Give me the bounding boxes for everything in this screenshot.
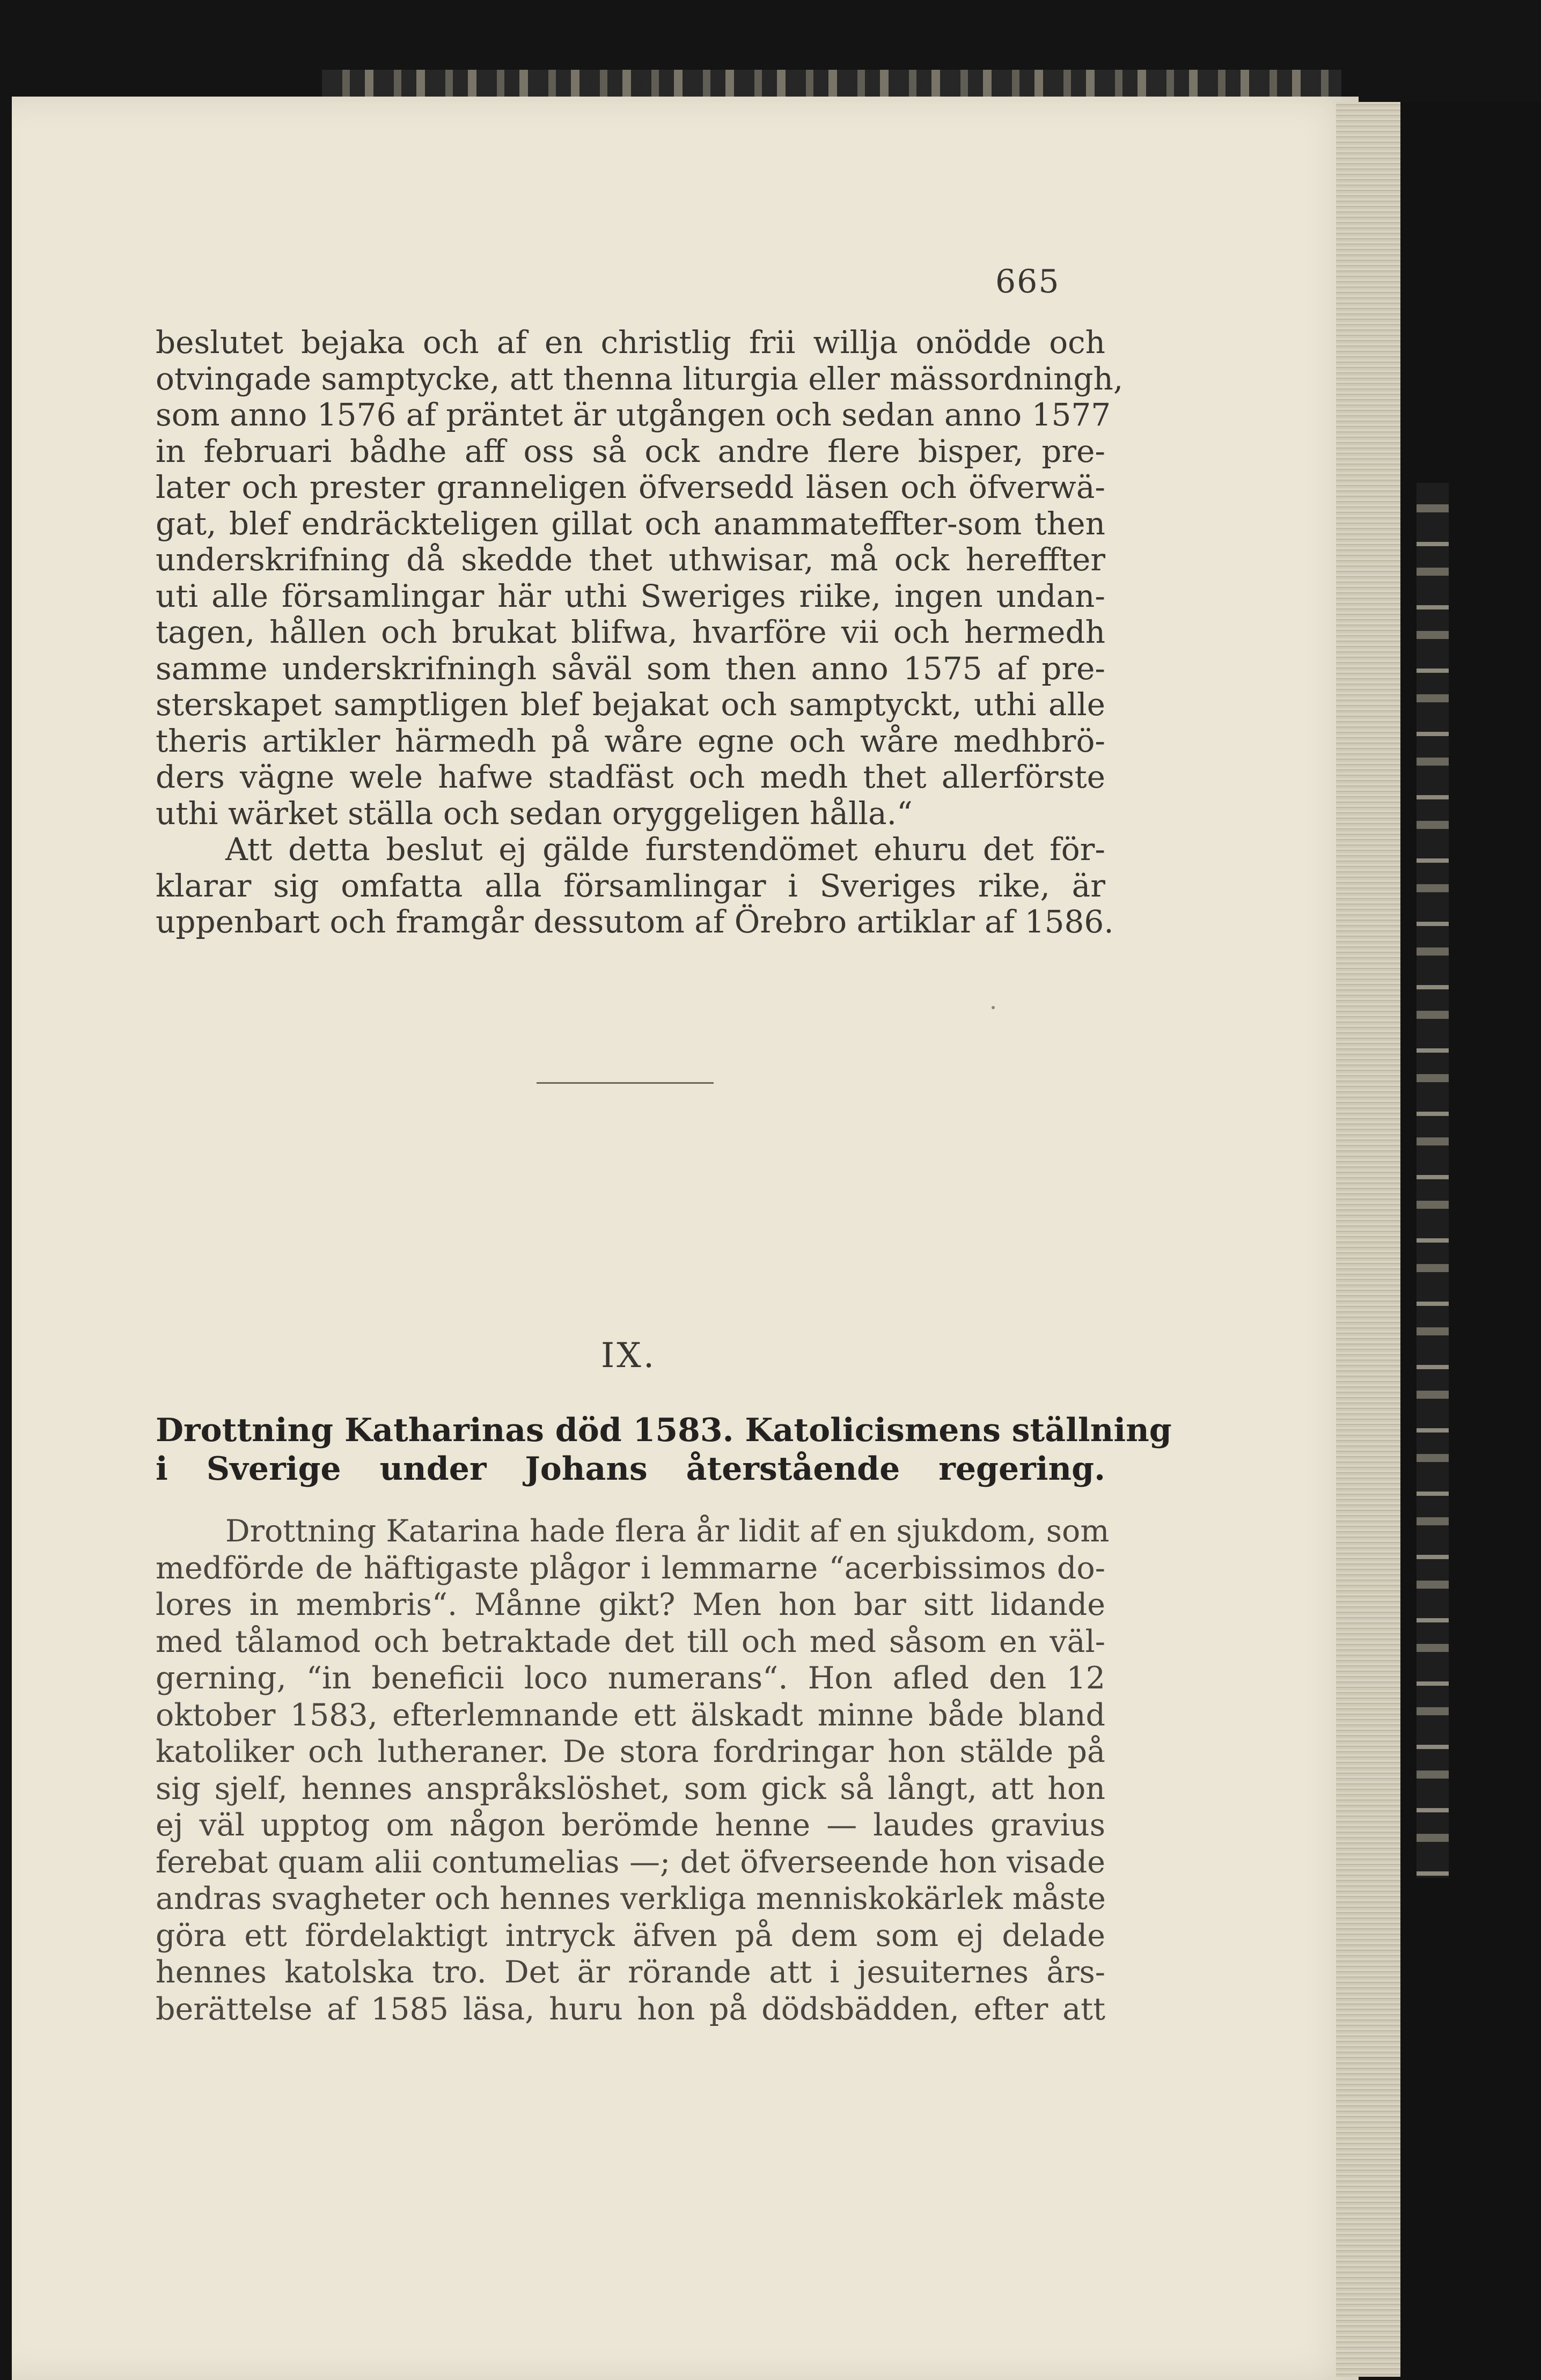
text-line: hennes katolska tro. Det är rörande att i jesuiternes års- [156, 1955, 1105, 1990]
text-line: uthi wärket ställa och sedan oryggeligen hålla.“ [156, 795, 913, 832]
text-line: gerning, “in beneficii loco numerans“. Hon afled den 12 [156, 1661, 1105, 1696]
text-line: tagen, hållen och brukat blifwa, hvarföre vii och hermedh [156, 614, 1105, 650]
page-fore-edge [1336, 102, 1400, 2377]
book-cover-texture [1417, 483, 1449, 1878]
heading-line: Drottning Katharinas död 1583. Katolicismens ställning [156, 1412, 1172, 1449]
text-line: göra ett fördelaktigt intryck äfven på dem som ej delade [156, 1918, 1105, 1953]
paragraph-liturgy-decision [156, 324, 1124, 941]
text-line: berättelse af 1585 läsa, huru hon på dödsbädden, efter att [156, 1991, 1105, 2027]
text-line: Att detta beslut ej gälde furstendömet ehuru det för- [225, 831, 1105, 868]
text-line: beslutet bejaka och af en christlig frii willja onödde och [156, 324, 1105, 361]
text-line: gat, blef endräckteligen gillat och anammateffter-som then [156, 505, 1105, 542]
text-line: otvingade samptycke, att thenna liturgia eller mässordningh, [156, 360, 1124, 397]
text-line: medförde de häftigaste plågor i lemmarne “acerbissimos do- [156, 1550, 1105, 1586]
print-speck [992, 1006, 995, 1009]
section-divider [537, 1082, 714, 1084]
text-line: klarar sig omfatta alla församlingar i Sveriges rike, är [156, 867, 1105, 904]
text-line: uppenbart och framgår dessutom af Örebro artiklar af 1586. [156, 903, 1114, 940]
section-number: IX. [601, 1336, 657, 1376]
text-line: uti alle församlingar här uthi Sweriges riike, ingen undan- [156, 577, 1105, 614]
text-line: oktober 1583, efterlemnande ett älskadt minne både bland [156, 1697, 1105, 1733]
page-number: 665 [995, 263, 1060, 300]
text-line: katoliker och lutheraner. De stora fordringar hon stälde på [156, 1734, 1105, 1769]
text-line: andras svagheter och hennes verkliga menniskokärlek måste [156, 1881, 1106, 1916]
text-line: ders vägne wele hafwe stadfäst och medh thet allerförste [156, 759, 1105, 795]
text-line: som anno 1576 af präntet är utgången och sedan anno 1577 [156, 396, 1111, 433]
text-line: sterskapet samptligen blef bejakat och samptyckt, uthi alle [156, 686, 1105, 723]
text-line: in februari bådhe aff oss så ock andre flere bisper, pre- [156, 432, 1105, 469]
text-line: sig sjelf, hennes anspråkslöshet, som gick så långt, att hon [156, 1771, 1105, 1806]
text-line: ej väl upptog om någon berömde henne — laudes gravius [156, 1808, 1105, 1843]
text-line: Drottning Katarina hade flera år lidit af en sjukdom, som [225, 1514, 1110, 1549]
section-heading [156, 1411, 1172, 1488]
text-line: lores in membris“. Månne gikt? Men hon bar sitt lidande [156, 1587, 1105, 1622]
text-line: later och prester granneligen öfversedd läsen och öfverwä- [156, 469, 1105, 505]
text-line: underskrifning då skedde thet uthwisar, må ock hereffter [156, 541, 1105, 578]
paragraph-queen-katarina [156, 1513, 1110, 2028]
text-line: samme underskrifningh såväl som then anno 1575 af pre- [156, 650, 1105, 687]
text-line: theris artikler härmedh på wåre egne och wåre medhbrö- [156, 722, 1105, 759]
text-line: ferebat quam alii contumelias —; det öfverseende hon visade [156, 1844, 1105, 1880]
text-line: med tålamod och betraktade det till och med såsom en väl- [156, 1624, 1105, 1659]
heading-line: i Sverige under Johans återstående regering. [156, 1450, 1105, 1488]
